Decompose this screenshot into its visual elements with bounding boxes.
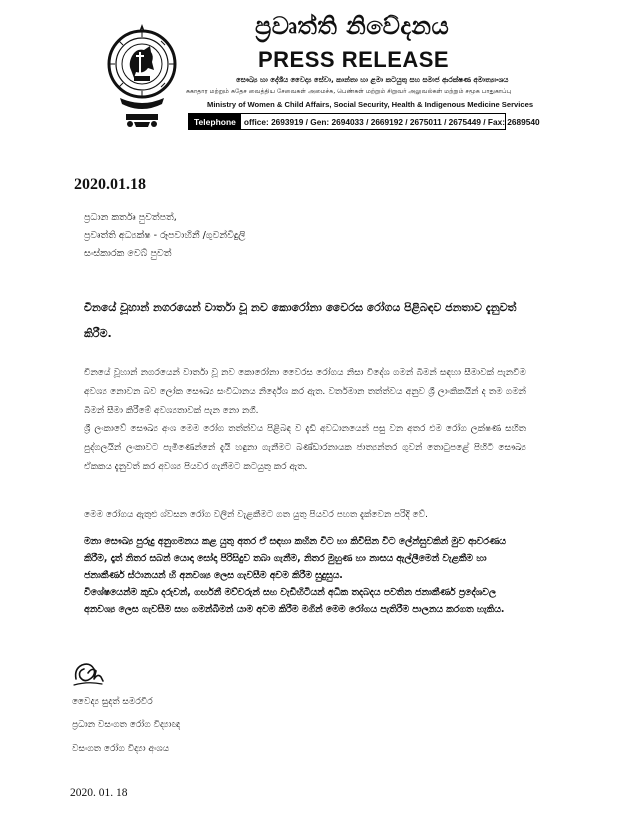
- telephone-bar: [188, 113, 540, 130]
- signature-icon: [70, 657, 106, 693]
- ministry-name-english: Ministry of Women & Child Affairs, Social Security, Health & Indigenous Medicine Services: [207, 100, 534, 109]
- press-release-title-sinhala: ප්‍රවෘත්ති නිවේදනය: [255, 12, 450, 40]
- press-release-title-english: PRESS RELEASE: [258, 47, 450, 72]
- body-paragraph: චීනයේ වූහාන් නගරයෙන් වාර්තා වූ නව කොරෝනා වෛරස රෝගය නිසා විදේශ ගමන් බිමන් සඳහා සීමාවක් පැනවීම අවශ්‍ය නොවන බව ලෝක සෞඛ්‍ය සංවිධානය නිර්දේශ කර ඇත. වර්තමාන තත්ත්වය අනුව ශ්‍රී ලාංකිකයින් ද තම ගමන් බිමන් සීමා කිරීමේ අවශ්‍යතාවක් පැන නො නගී.: [84, 368, 526, 416]
- signatory-unit: වසංගත රෝග විද්‍යා අංශය: [72, 744, 170, 754]
- body-paragraph: ශ්‍රී ලංකාවේ සෞඛ්‍ය අංශ මෙම රෝග තත්ත්වය පිළිබඳ ව දැඩි අවධානයෙන් පසු වන අතර එම රෝග ලක්ෂණ සහිත පුද්ගලයින් ලංකාවට පැමිණෙන්නේ දැයි හඳුනා ගැනීමට බණ්ඩාරනායක ජාත්‍යන්තර ගුවන් තොටුපළේ පිහිටි සෞඛ්‍ය ඒකකය දැනුවත් කර අවශ්‍ය පියවර ගැනීමට කටයුතු කර ඇත.: [84, 424, 526, 472]
- ministry-name-tamil: சுகாதார மற்றும் சுதேச வைத்திய சேவைகள் அமைச்சு, பெண்கள் மற்றும் சிறுவர் அலுவல்கள் மற்றும் சமூக பாதுகாப்பு: [186, 88, 512, 95]
- addressee-line: ප්‍රවෘත්ති අධ්‍යක්ෂ - රූපවාහිනී /ගුවන්විදුලි: [84, 230, 246, 241]
- release-date: 2020.01.18: [74, 176, 146, 193]
- telephone-numbers: office: 2693919 / Gen: 2694033 / 2669192 / 2675011 / 2675449 / Fax: 2689540: [243, 116, 540, 127]
- precautions-paragraph: මනා සෞඛ්‍ය පුරුදු අනුගමනය කළ යුතු අතර ඒ සඳහා කහින විට හා කිවිසින විට ලේන්සුවකින් මුව ආවරණය කිරීම, දෑත් නිතර සබන් යොදා සෝදා පිරිසිදුව තබා ගැනීම, නිතර මුහුණ හා නාසය ඇල්ලීමෙන් වැළකීම හා ජනාකීර්ණ ස්ථානයන් හි අනවශ්‍ය ලෙස ගැවසීම අවම කිරීම සුදුසුය.: [84, 536, 506, 581]
- ministry-name-sinhala: සෞඛ්‍ය හා දේශීය වෛද්‍ය සේවා, කාන්තා හා ළමා කටයුතු සහ සමාජ ආරක්ෂණ අමාත්‍යාංශය: [236, 76, 509, 84]
- precautions-paragraph: විශේෂයෙන්ම කුඩා දරුවන්, ගර්භනී මව්වරුන් සහ වැඩිහිටියන් අධික තදබදය පවතින ජනාකීර්ණ ප්‍රදේශවල අනවශ්‍ය ලෙස ගැවසීම සහ ගමන්බිමන් යාම අවම කිරීම මගින් මෙම රෝගය පැතිරීම පාලනය කරගත හැකිය.: [84, 587, 505, 615]
- telephone-label: Telephone: [189, 114, 241, 129]
- precautions-block: [84, 533, 526, 618]
- addressee-line: ප්‍රධාන කර්තෘ පුවත්පත්,: [84, 212, 177, 223]
- body-paragraph: මෙම රෝගය ඇතුළු ශ්වසන රෝග වලින් වැළකීමට ගත යුතු පියවර පහත දැක්වෙන පරිදි වේ.: [84, 510, 428, 520]
- addressee-line: සංස්කාරක වෙබ් පුවත්: [84, 248, 172, 259]
- signatory-title: ප්‍රධාන වසංගත රෝග විද්‍යාඥ: [72, 720, 181, 730]
- signature-date: 2020. 01. 18: [70, 787, 128, 799]
- national-emblem-icon: [104, 12, 180, 130]
- subject-heading: චීනයේ වූහාන් නගරයෙන් වාර්තා වූ නව කොරෝනා වෛරස රෝගය පිළිබඳව ජනතාව දැනුවත් කිරීම.: [84, 301, 517, 340]
- signatory-name: වෛද්‍ය සුදත් සමරවීර: [72, 697, 153, 707]
